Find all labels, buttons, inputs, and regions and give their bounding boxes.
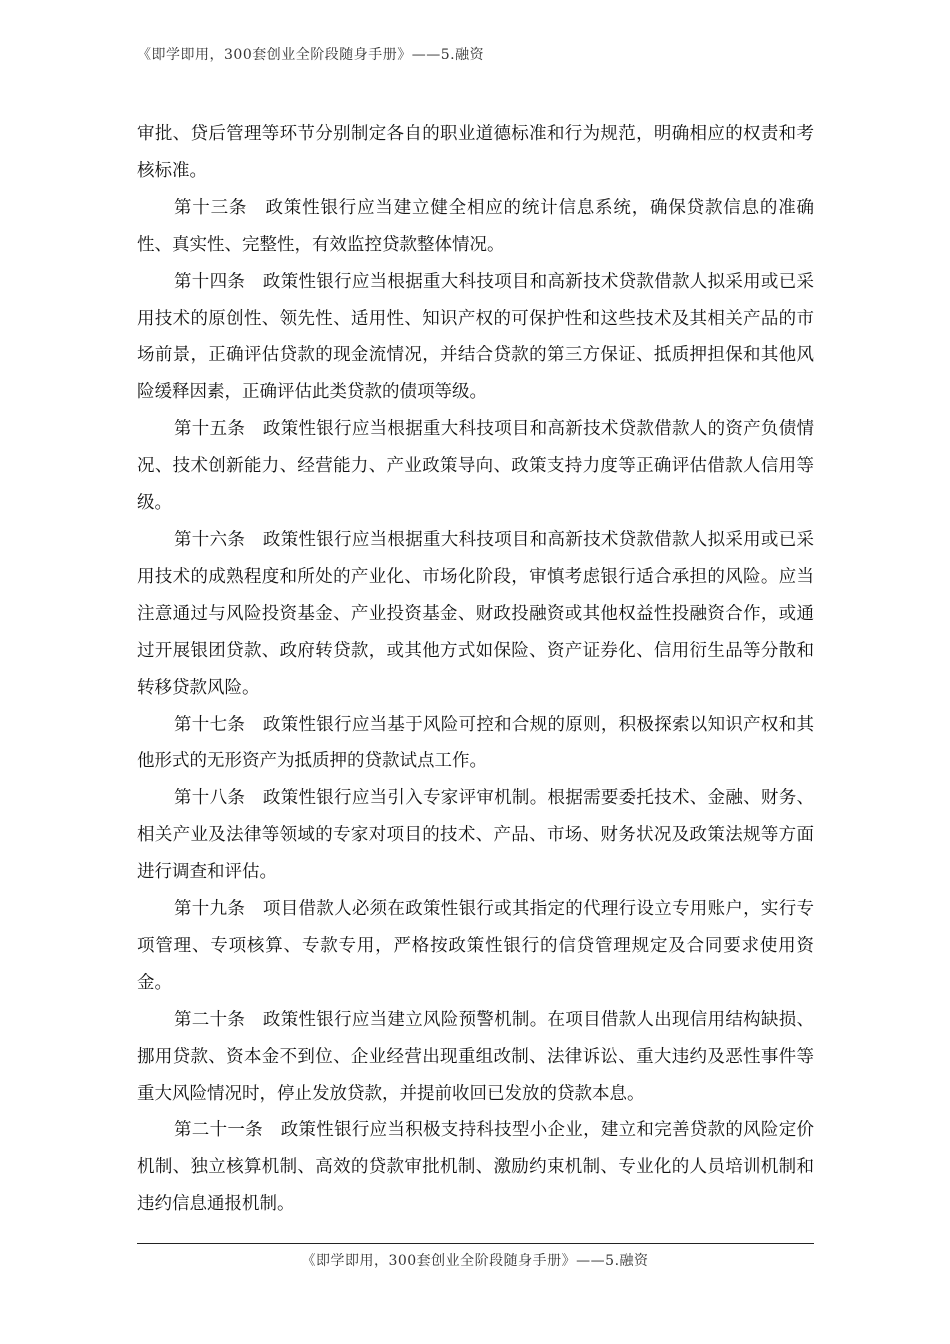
- article-16: 第十六条 政策性银行应当根据重大科技项目和高新技术贷款借款人拟采用或已采用技术的成熟程度和所处的产业化、市场化阶段，审慎考虑银行适合承担的风险。应当注意通过与风险投资基金、产业投资基金、财政投融资或其他权益性投融资合作，或通过开展银团贷款、政府转贷款，或其他方式如保险、资产证券化、信用衍生品等分散和转移贷款风险。: [137, 529, 814, 698]
- document-body: [137, 116, 814, 1223]
- article-21: 第二十一条 政策性银行应当积极支持科技型小企业，建立和完善贷款的风险定价机制、独立核算机制、高效的贷款审批机制、激励约束机制、专业化的人员培训机制和违约信息通报机制。: [137, 1120, 814, 1215]
- article-19: 第十九条 项目借款人必须在政策性银行或其指定的代理行设立专用账户，实行专项管理、专项核算、专款专用，严格按政策性银行的信贷管理规定及合同要求使用资金。: [137, 899, 814, 993]
- page-footer: 《即学即用，300套创业全阶段随身手册》——5.融资: [301, 1253, 649, 1269]
- article-18: 第十八条 政策性银行应当引入专家评审机制。根据需要委托技术、金融、财务、相关产业及法律等领域的专家对项目的技术、产品、市场、财务状况及政策法规等方面进行调查和评估。: [137, 788, 814, 883]
- page-header: 《即学即用，300套创业全阶段随身手册》——5.融资: [137, 47, 485, 63]
- article-14: 第十四条 政策性银行应当根据重大科技项目和高新技术贷款借款人拟采用或已采用技术的原创性、领先性、适用性、知识产权的可保护性和这些技术及其相关产品的市场前景，正确评估贷款的现金流情况，并结合贷款的第三方保证、抵质押担保和其他风险缓释因素，正确评估此类贷款的债项等级。: [137, 271, 814, 403]
- article-15: 第十五条 政策性银行应当根据重大科技项目和高新技术贷款借款人的资产负债情况、技术创新能力、经营能力、产业政策导向、政策支持力度等正确评估借款人信用等级。: [137, 419, 814, 514]
- article-17: 第十七条 政策性银行应当基于风险可控和合规的原则，积极探索以知识产权和其他形式的无形资产为抵质押的贷款试点工作。: [137, 714, 814, 772]
- article-20: 第二十条 政策性银行应当建立风险预警机制。在项目借款人出现信用结构缺损、挪用贷款、资本金不到位、企业经营出现重组改制、法律诉讼、重大违约及恶性事件等重大风险情况时，停止发放贷款，并提前收回已发放的贷款本息。: [137, 1009, 814, 1104]
- article-13: 第十三条 政策性银行应当建立健全相应的统计信息系统，确保贷款信息的准确性、真实性、完整性，有效监控贷款整体情况。: [137, 197, 814, 255]
- footer-divider: [137, 1243, 814, 1244]
- paragraph-continuation: 审批、贷后管理等环节分别制定各自的职业道德标准和行为规范，明确相应的权责和考核标准。: [137, 124, 814, 181]
